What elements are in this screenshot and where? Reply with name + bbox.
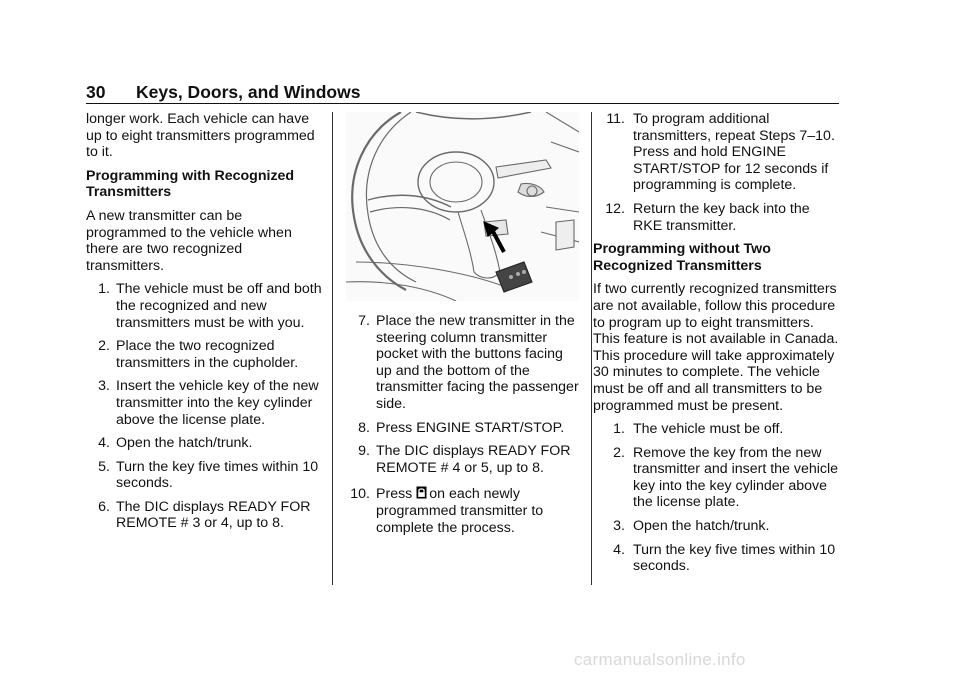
step-number: 2. bbox=[613, 444, 625, 461]
step-text: The vehicle must be off and both the recognized and new transmitters must be with you. bbox=[116, 281, 322, 331]
step-item bbox=[593, 111, 839, 194]
step-item bbox=[86, 378, 322, 428]
column-middle bbox=[346, 313, 582, 543]
steering-column-illustration bbox=[346, 112, 579, 301]
page-number: 30 bbox=[86, 82, 106, 102]
heading-without-recognized: Programming without Two Recognized Transmitters bbox=[593, 241, 771, 274]
step-number: 5. bbox=[98, 458, 110, 475]
column-divider-right bbox=[591, 112, 592, 585]
step-number: 1. bbox=[98, 281, 110, 298]
step-item bbox=[346, 443, 582, 476]
step-number: 3. bbox=[613, 518, 625, 535]
step-item bbox=[86, 281, 322, 331]
step-item bbox=[593, 201, 839, 234]
column-right bbox=[593, 111, 839, 582]
step-text: Place the two recognized transmitters in the cupholder. bbox=[116, 338, 299, 371]
steps-list-1 bbox=[86, 281, 322, 532]
step-text: Open the hatch/trunk. bbox=[116, 435, 253, 452]
step-text: The DIC displays READY FOR REMOTE # 4 or 5, up to 8. bbox=[376, 443, 571, 476]
step-number: 10. bbox=[350, 486, 370, 503]
watermark: carmanualsonline.info bbox=[574, 650, 746, 669]
heading-recognized: Programming with Recognized Transmitters bbox=[86, 167, 295, 201]
step-text: To program additional transmitters, repeat Steps 7–10. Press and hold ENGINE START/STOP for 12 seconds if programming is complete. bbox=[633, 111, 835, 194]
step-text: Remove the key from the new transmitter and insert the vehicle key into the key cylinder above the license plate. bbox=[633, 444, 839, 511]
step-item bbox=[86, 435, 322, 452]
step-text: Press ENGINE START/STOP. bbox=[376, 419, 565, 436]
step-item bbox=[593, 445, 839, 511]
steps-list-3a bbox=[593, 111, 839, 234]
step-text: Place the new transmitter in the steering column transmitter pocket with the buttons facing up and the bottom of the transmitter facing the passenger side. bbox=[376, 313, 579, 412]
step-item bbox=[593, 421, 839, 438]
step-number: 2. bbox=[98, 338, 110, 355]
intro-paragraph: longer work. Each vehicle can have up to eight transmitters programmed to it. bbox=[86, 111, 315, 161]
step-number: 7. bbox=[358, 313, 370, 329]
column-left bbox=[86, 111, 322, 539]
step-number: 8. bbox=[358, 419, 370, 436]
step-text: The DIC displays READY FOR REMOTE # 3 or 4, up to 8. bbox=[116, 498, 311, 532]
step-item bbox=[346, 313, 582, 413]
step-item bbox=[593, 542, 839, 575]
step-text-post: on each newly programmed transmitter to complete the process. bbox=[376, 486, 544, 536]
step-text: Turn the key five times within 10 seconds. bbox=[116, 458, 319, 492]
without-recognized-paragraph: If two currently recognized transmitters are not available, follow this procedure to program up to eight transmitters. This feature is not available in Canada. This procedure will take approximately 30 minutes to complete. The vehicle must be off and all transmitters to be programmed must be present. bbox=[593, 281, 839, 414]
steps-list-2 bbox=[346, 313, 582, 536]
step-number: 4. bbox=[613, 541, 625, 558]
step-number: 3. bbox=[98, 378, 110, 395]
section-title: Keys, Doors, and Windows bbox=[136, 82, 361, 102]
step-item bbox=[86, 499, 322, 532]
step-text-pre: Press bbox=[376, 486, 413, 503]
step-text: Insert the vehicle key of the new transmitter into the key cylinder above the license plate. bbox=[116, 378, 319, 428]
column-divider-left bbox=[332, 112, 333, 585]
step-text: Turn the key five times within 10 seconds. bbox=[633, 541, 836, 575]
step-text: Open the hatch/trunk. bbox=[633, 518, 770, 535]
header-rule bbox=[86, 103, 839, 104]
step-item bbox=[593, 518, 839, 535]
step-item bbox=[346, 420, 582, 437]
step-item bbox=[86, 338, 322, 371]
page-header bbox=[86, 82, 838, 104]
steps-list-3b bbox=[593, 421, 839, 575]
step-number: 4. bbox=[98, 435, 110, 452]
step-number: 12. bbox=[605, 200, 625, 217]
recognized-paragraph: A new transmitter can be programmed to the vehicle when there are two recognized transmitters. bbox=[86, 207, 292, 274]
lock-icon bbox=[416, 486, 427, 499]
step-text: Return the key back into the RKE transmitter. bbox=[633, 200, 810, 234]
step-text: The vehicle must be off. bbox=[633, 421, 784, 438]
step-item bbox=[346, 486, 582, 536]
step-number: 11. bbox=[606, 111, 625, 127]
step-number: 9. bbox=[358, 443, 370, 460]
step-item bbox=[86, 459, 322, 492]
step-number: 1. bbox=[613, 421, 625, 438]
step-number: 6. bbox=[98, 498, 110, 515]
